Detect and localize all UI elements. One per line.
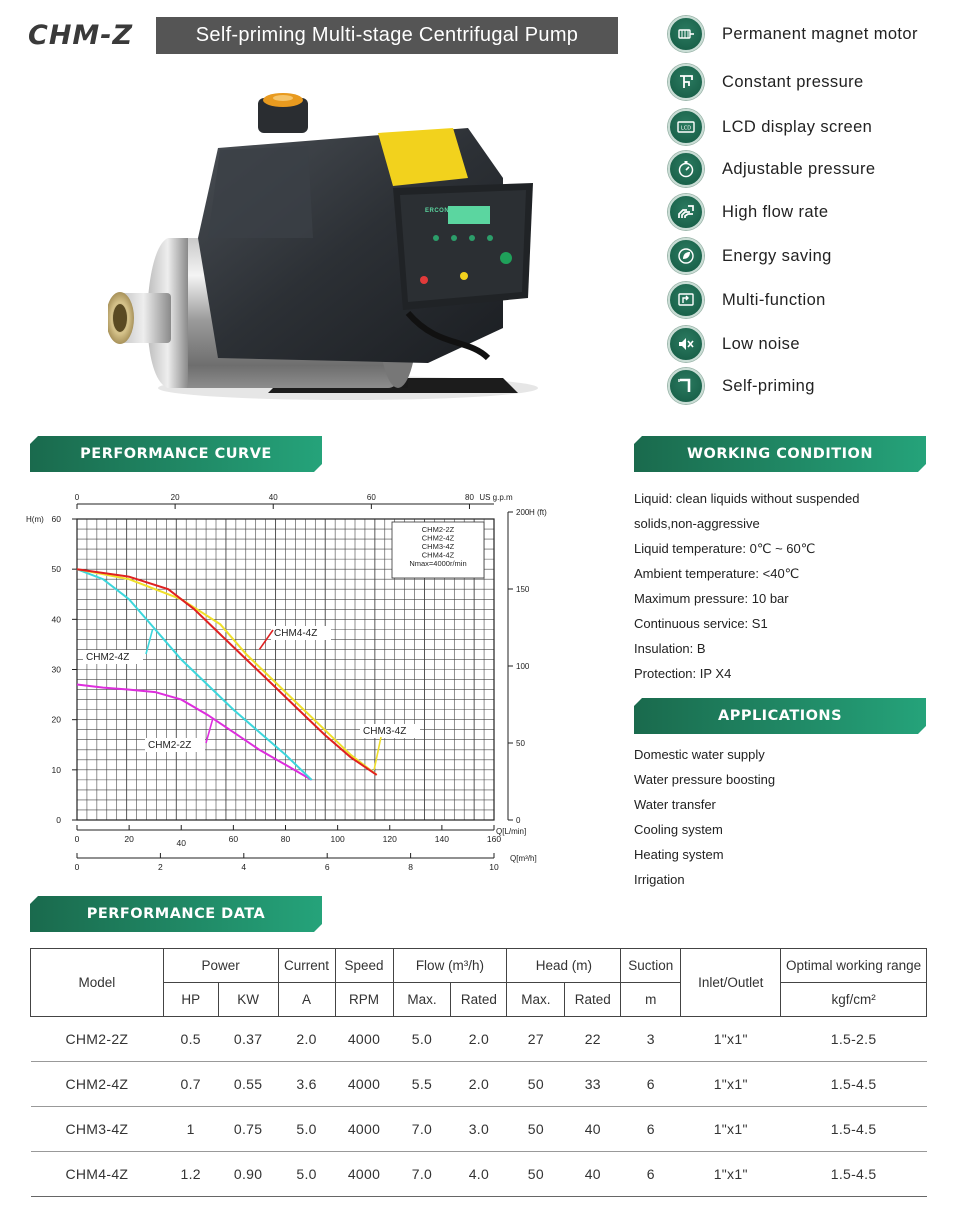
table-cell: 0.90 bbox=[218, 1152, 278, 1197]
series-line-chm3-4z bbox=[77, 569, 377, 775]
table-cell: CHM2-2Z bbox=[31, 1017, 164, 1062]
table-cell: 0.37 bbox=[218, 1017, 278, 1062]
y-tick-label: 20 bbox=[51, 714, 61, 725]
right-tick-label: 100 bbox=[516, 662, 530, 671]
column-header-optimal-range: Optimal working range bbox=[781, 949, 927, 983]
table-cell: 50 bbox=[507, 1152, 565, 1197]
flow-icon bbox=[668, 194, 704, 230]
table-cell: 27 bbox=[507, 1017, 565, 1062]
table-cell: 5.0 bbox=[278, 1107, 335, 1152]
table-cell: 22 bbox=[565, 1017, 621, 1062]
pump-panel-brand: ERCON bbox=[425, 208, 450, 214]
table-cell: 3.0 bbox=[451, 1107, 507, 1152]
table-cell: 1.5-2.5 bbox=[781, 1017, 927, 1062]
feature-item-lcd-display bbox=[668, 107, 968, 147]
column-header-suction: Suction bbox=[621, 949, 681, 983]
table-cell: 1.5-4.5 bbox=[781, 1062, 927, 1107]
subheader-flow-rated: Rated bbox=[451, 983, 507, 1017]
x2-tick-label: 10 bbox=[489, 862, 499, 872]
table-cell: 1.5-4.5 bbox=[781, 1152, 927, 1197]
pipe-icon bbox=[668, 368, 704, 404]
table-cell: 4000 bbox=[335, 1017, 393, 1062]
top-tick-label: 40 bbox=[268, 493, 278, 502]
column-header-flow: Flow (m³/h) bbox=[393, 949, 507, 983]
x-tick-label: 160 bbox=[486, 834, 502, 844]
svg-text:LCD: LCD bbox=[680, 125, 692, 132]
page-title: Self-priming Multi-stage Centrifugal Pump bbox=[156, 17, 618, 54]
column-header-inlet-outlet: Inlet/Outlet bbox=[681, 949, 781, 1017]
legend-entry: CHM2-4Z bbox=[421, 533, 455, 543]
table-cell: CHM4-4Z bbox=[31, 1152, 164, 1197]
applications-list bbox=[634, 742, 934, 892]
series-label-chm2-4z: CHM2-4Z bbox=[86, 652, 130, 663]
feature-item-self-priming bbox=[668, 366, 968, 406]
feature-label: Adjustable pressure bbox=[722, 159, 876, 178]
section-title: PERFORMANCE DATA bbox=[86, 906, 266, 922]
x-tick-label: 140 bbox=[434, 834, 449, 844]
feature-item-energy-saving bbox=[668, 236, 968, 276]
x-tick-label: 100 bbox=[330, 834, 345, 844]
legend-note: Nmax=4000r/min bbox=[409, 559, 467, 568]
motor-icon bbox=[668, 16, 704, 52]
subheader-suction-m: m bbox=[621, 983, 681, 1017]
feature-item-low-noise bbox=[668, 324, 968, 364]
working-condition-list bbox=[634, 486, 934, 686]
working-condition-item: Protection: IP X4 bbox=[634, 666, 732, 681]
x2-tick-label: 2 bbox=[158, 862, 163, 872]
table-cell: 2.0 bbox=[451, 1017, 507, 1062]
legend-entry: CHM4-4Z bbox=[421, 550, 455, 560]
series-line-chm4-4z bbox=[77, 569, 377, 775]
feature-item-permanent-magnet-motor bbox=[668, 14, 968, 54]
speaker-mute-icon bbox=[668, 326, 704, 362]
table-cell: 5.5 bbox=[393, 1062, 451, 1107]
y-tick-label: 40 bbox=[51, 614, 61, 625]
feature-item-multi-function bbox=[668, 280, 968, 320]
feature-label: Permanent magnet motor bbox=[722, 24, 918, 43]
pump-image bbox=[108, 88, 548, 408]
table-row bbox=[31, 1152, 927, 1197]
table-cell: 0.75 bbox=[218, 1107, 278, 1152]
section-title: APPLICATIONS bbox=[717, 708, 843, 724]
table-cell: 5.0 bbox=[278, 1152, 335, 1197]
column-header-current: Current bbox=[278, 949, 335, 983]
series-label-leader bbox=[146, 629, 153, 654]
subheader-head-max: Max. bbox=[507, 983, 565, 1017]
x-tick-label: 60 bbox=[228, 834, 239, 844]
table-cell: 0.7 bbox=[163, 1062, 218, 1107]
subheader-amp: A bbox=[278, 983, 335, 1017]
top-tick-label: 0 bbox=[74, 493, 80, 502]
table-cell: 4000 bbox=[335, 1062, 393, 1107]
brand-logo: CHM-Z bbox=[28, 20, 134, 51]
table-cell: 2.0 bbox=[278, 1017, 335, 1062]
series-label-chm3-4z: CHM3-4Z bbox=[363, 726, 407, 737]
table-cell: 50 bbox=[507, 1062, 565, 1107]
table-cell: 4.0 bbox=[451, 1152, 507, 1197]
feature-label: Constant pressure bbox=[722, 72, 864, 91]
subheader-kw: KW bbox=[218, 983, 278, 1017]
application-item: Heating system bbox=[634, 847, 724, 862]
working-condition-item: Ambient temperature: <40℃ bbox=[634, 566, 800, 581]
application-item: Domestic water supply bbox=[634, 747, 765, 762]
multi-function-icon bbox=[668, 282, 704, 318]
table-cell: 5.0 bbox=[393, 1017, 451, 1062]
table-row bbox=[31, 1017, 927, 1062]
table-cell: 1"x1" bbox=[681, 1017, 781, 1062]
leaf-icon bbox=[668, 238, 704, 274]
application-item: Cooling system bbox=[634, 822, 723, 837]
x2-tick-label: 6 bbox=[324, 862, 330, 872]
table-cell: CHM2-4Z bbox=[31, 1062, 164, 1107]
application-item: Irrigation bbox=[634, 872, 685, 887]
legend-entry: CHM2-2Z bbox=[421, 525, 455, 534]
top-tick-label: 60 bbox=[366, 493, 376, 502]
subheader-rpm: RPM bbox=[335, 983, 393, 1017]
column-header-head: Head (m) bbox=[507, 949, 621, 983]
table-cell: 4000 bbox=[335, 1107, 393, 1152]
x-tick-label: 40 bbox=[176, 838, 186, 848]
section-title: WORKING CONDITION bbox=[687, 446, 873, 462]
performance-curve-chart bbox=[24, 486, 564, 886]
section-header-applications bbox=[634, 698, 926, 734]
x2-axis-label: Q[m³/h] bbox=[510, 854, 537, 863]
table-cell: 1 bbox=[163, 1107, 218, 1152]
working-condition-item: Maximum pressure: 10 bar bbox=[634, 591, 789, 606]
x2-tick-label: 4 bbox=[241, 862, 247, 872]
working-condition-item: Continuous service: S1 bbox=[634, 616, 768, 631]
subheader-head-rated: Rated bbox=[565, 983, 621, 1017]
y-tick-label: 60 bbox=[51, 514, 61, 524]
y-axis-label: H(m) bbox=[26, 515, 44, 524]
x-tick-label: 120 bbox=[382, 834, 397, 844]
table-cell: 1.5-4.5 bbox=[781, 1107, 927, 1152]
feature-label: Multi-function bbox=[722, 290, 826, 309]
performance-data-table bbox=[30, 948, 927, 1197]
feature-item-high-flow-rate bbox=[668, 192, 968, 232]
gauge-icon bbox=[668, 151, 704, 187]
lcd-icon bbox=[668, 109, 704, 145]
x-tick-label: 80 bbox=[280, 834, 291, 844]
series-label-chm2-2z: CHM2-2Z bbox=[148, 740, 192, 751]
table-cell: 3 bbox=[621, 1017, 681, 1062]
faucet-icon bbox=[668, 64, 704, 100]
table-cell: 33 bbox=[565, 1062, 621, 1107]
column-header-model: Model bbox=[31, 949, 164, 1017]
table-cell: 1"x1" bbox=[681, 1107, 781, 1152]
table-cell: 0.5 bbox=[163, 1017, 218, 1062]
table-cell: 1.2 bbox=[163, 1152, 218, 1197]
table-cell: 40 bbox=[565, 1152, 621, 1197]
series-label-chm4-4z: CHM4-4Z bbox=[274, 628, 318, 639]
table-cell: 7.0 bbox=[393, 1107, 451, 1152]
table-cell: 6 bbox=[621, 1107, 681, 1152]
table-cell: 3.6 bbox=[278, 1062, 335, 1107]
table-cell: CHM3-4Z bbox=[31, 1107, 164, 1152]
column-header-power: Power bbox=[163, 949, 278, 983]
subheader-hp: HP bbox=[163, 983, 218, 1017]
table-cell: 40 bbox=[565, 1107, 621, 1152]
right-tick-label: 200 bbox=[516, 508, 530, 517]
feature-label: High flow rate bbox=[722, 202, 829, 221]
table-cell: 7.0 bbox=[393, 1152, 451, 1197]
feature-label: Energy saving bbox=[722, 246, 832, 265]
feature-label: Self-priming bbox=[722, 376, 815, 395]
x-tick-label: 20 bbox=[124, 834, 134, 844]
table-cell: 2.0 bbox=[451, 1062, 507, 1107]
x-tick-label: 0 bbox=[74, 834, 80, 844]
feature-label: Low noise bbox=[722, 334, 800, 353]
x-axis-label: Q[L/min] bbox=[496, 827, 527, 836]
section-title: PERFORMANCE CURVE bbox=[80, 446, 272, 462]
table-cell: 50 bbox=[507, 1107, 565, 1152]
table-cell: 6 bbox=[621, 1062, 681, 1107]
right-tick-label: 150 bbox=[516, 585, 530, 594]
feature-label: LCD display screen bbox=[722, 117, 873, 136]
y-tick-label: 10 bbox=[51, 764, 61, 775]
table-cell: 6 bbox=[621, 1152, 681, 1197]
series-line-chm2-2z bbox=[77, 685, 312, 780]
working-condition-item: Insulation: B bbox=[634, 641, 706, 656]
feature-item-adjustable-pressure bbox=[668, 149, 968, 189]
top-tick-label: 20 bbox=[170, 493, 180, 502]
right-axis-label: H (ft) bbox=[529, 508, 547, 517]
table-cell: 1"x1" bbox=[681, 1062, 781, 1107]
section-header-working-condition bbox=[634, 436, 926, 472]
x2-tick-label: 8 bbox=[408, 862, 413, 872]
feature-item-constant-pressure bbox=[668, 62, 968, 102]
y-tick-label: 0 bbox=[56, 815, 61, 825]
section-header-performance-curve bbox=[30, 436, 322, 472]
working-condition-item: Liquid: clean liquids without suspended bbox=[634, 491, 860, 506]
working-condition-item: solids,non-aggressive bbox=[634, 516, 760, 531]
working-condition-item: Liquid temperature: 0℃ ~ 60℃ bbox=[634, 541, 816, 556]
column-header-speed: Speed bbox=[335, 949, 393, 983]
table-cell: 1"x1" bbox=[681, 1152, 781, 1197]
right-tick-label: 0 bbox=[516, 816, 521, 825]
subheader-kgf: kgf/cm² bbox=[781, 983, 927, 1017]
y-tick-label: 30 bbox=[51, 664, 61, 675]
section-header-performance-data bbox=[30, 896, 322, 932]
table-cell: 4000 bbox=[335, 1152, 393, 1197]
series-label-leader bbox=[259, 630, 273, 649]
table-row bbox=[31, 1107, 927, 1152]
top-tick-label: 80 bbox=[465, 493, 474, 502]
legend-entry: CHM3-4Z bbox=[421, 542, 455, 551]
table-row bbox=[31, 1062, 927, 1107]
application-item: Water transfer bbox=[634, 797, 716, 812]
right-tick-label: 50 bbox=[516, 739, 525, 748]
x2-tick-label: 0 bbox=[74, 862, 80, 872]
table-cell: 0.55 bbox=[218, 1062, 278, 1107]
application-item: Water pressure boosting bbox=[634, 772, 776, 787]
y-tick-label: 50 bbox=[51, 564, 61, 575]
subheader-flow-max: Max. bbox=[393, 983, 451, 1017]
top-axis-label: US g.p.m bbox=[479, 493, 513, 502]
